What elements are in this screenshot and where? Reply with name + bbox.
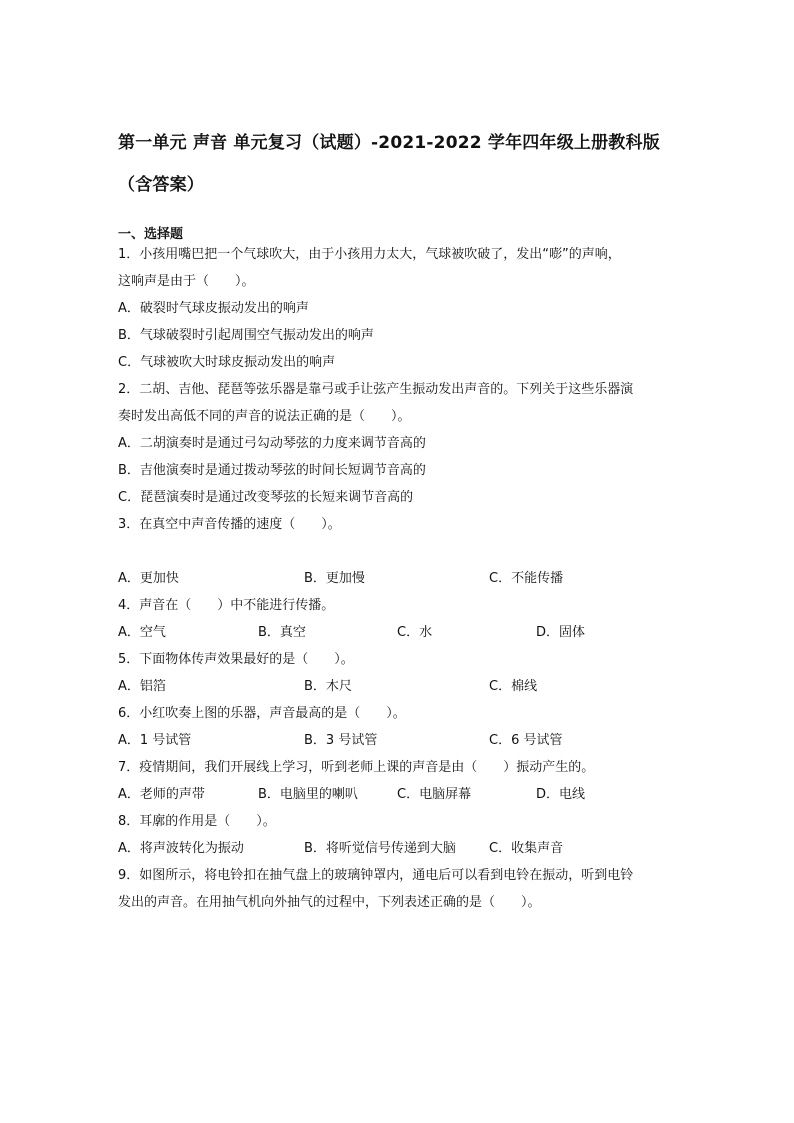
- question-1-stem: 1．小孩用嘴巴把一个气球吹大，由于小孩用力太大，气球被吹破了，发出“嘭”的声响，: [118, 247, 621, 262]
- question-9-stem-continued: 发出的声音。在用抽气机向外抽气的过程中，下列表述正确的是（ ）。: [118, 895, 541, 910]
- question-3-option-a: A．更加快: [118, 571, 179, 586]
- section-heading: 一、选择题: [118, 227, 184, 242]
- question-1-stem-continued: 这响声是由于（ ）。: [118, 274, 255, 289]
- question-1-option-b: B．气球破裂时引起周围空气振动发出的响声: [118, 328, 374, 343]
- question-1-option-a: A．破裂时气球皮振动发出的响声: [118, 301, 309, 316]
- question-6-stem: 6．小红吹奏上图的乐器，声音最高的是（ ）。: [118, 706, 406, 721]
- question-4-option-d: D．固体: [536, 625, 586, 640]
- question-6-option-b: B．3 号试管: [304, 733, 378, 748]
- question-2-stem-continued: 奏时发出高低不同的声音的说法正确的是（ ）。: [118, 409, 411, 424]
- question-2-option-b: B．吉他演奏时是通过拨动琴弦的时间长短调节音高的: [118, 463, 426, 478]
- question-6-option-c: C．6 号试管: [489, 733, 563, 748]
- question-8-option-c: C．收集声音: [489, 841, 564, 856]
- question-6-option-a: A．1 号试管: [118, 733, 192, 748]
- question-4-option-c: C．水: [397, 625, 433, 640]
- page-title: 第一单元 声音 单元复习（试题）-2021-2022 学年四年级上册教科版: [118, 133, 660, 153]
- question-5-option-a: A．铝箔: [118, 679, 166, 694]
- page-title-continued: （含答案）: [118, 175, 204, 195]
- question-2-option-a: A．二胡演奏时是通过弓勾动琴弦的力度来调节音高的: [118, 436, 426, 451]
- question-4-option-b: B．真空: [258, 625, 306, 640]
- question-7-option-b: B．电脑里的喇叭: [258, 787, 358, 802]
- question-4-option-a: A．空气: [118, 625, 166, 640]
- question-8-option-a: A．将声波转化为振动: [118, 841, 244, 856]
- question-5-stem: 5．下面物体传声效果最好的是（ ）。: [118, 652, 354, 667]
- question-3-option-b: B．更加慢: [304, 571, 365, 586]
- question-5-option-b: B．木尺: [304, 679, 352, 694]
- question-5-option-c: C．棉线: [489, 679, 538, 694]
- question-7-option-c: C．电脑屏幕: [397, 787, 472, 802]
- question-3-stem: 3．在真空中声音传播的速度（ ）。: [118, 517, 341, 532]
- question-1-option-c: C．气球被吹大时球皮振动发出的响声: [118, 355, 336, 370]
- question-2-option-c: C．琵琶演奏时是通过改变琴弦的长短来调节音高的: [118, 490, 414, 505]
- question-8-stem: 8．耳廓的作用是（ ）。: [118, 814, 276, 829]
- question-9-stem: 9．如图所示，将电铃扣在抽气盘上的玻璃钟罩内，通电后可以看到电铃在振动，听到电铃: [118, 868, 634, 883]
- question-7-option-d: D．电线: [536, 787, 586, 802]
- question-7-stem: 7．疫情期间，我们开展线上学习，听到老师上课的声音是由（ ）振动产生的。: [118, 760, 595, 775]
- question-2-stem: 2．二胡、吉他、琵琶等弦乐器是靠弓或手让弦产生振动发出声音的。下列关于这些乐器演: [118, 382, 634, 397]
- question-4-stem: 4．声音在（ ）中不能进行传播。: [118, 598, 335, 613]
- question-7-option-a: A．老师的声带: [118, 787, 205, 802]
- question-3-option-c: C．不能传播: [489, 571, 564, 586]
- question-8-option-b: B．将听觉信号传递到大脑: [304, 841, 456, 856]
